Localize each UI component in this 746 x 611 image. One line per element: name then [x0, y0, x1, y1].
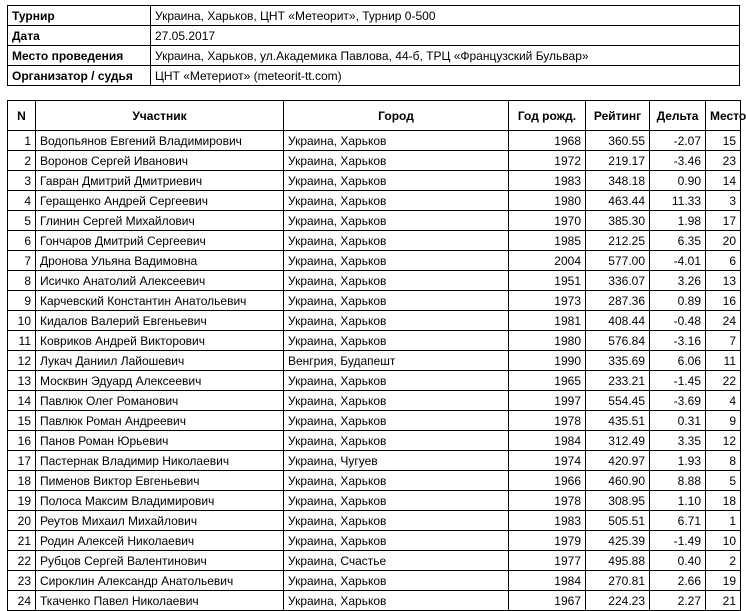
- column-header-birth-year: Год рожд.: [509, 101, 586, 131]
- cell-place: 24: [706, 311, 741, 331]
- cell-delta: 1.93: [650, 451, 706, 471]
- cell-place: 15: [706, 131, 741, 151]
- cell-place: 10: [706, 531, 741, 551]
- cell-rating: 224.23: [586, 591, 650, 611]
- cell-city: Украина, Харьков: [284, 531, 509, 551]
- table-row: [8, 431, 741, 451]
- cell-place: 9: [706, 411, 741, 431]
- cell-delta: 3.26: [650, 271, 706, 291]
- cell-rating: 287.36: [586, 291, 650, 311]
- table-row: [8, 191, 741, 211]
- cell-number: 6: [8, 231, 36, 251]
- cell-birth-year: 2004: [509, 251, 586, 271]
- cell-rating: 233.21: [586, 371, 650, 391]
- cell-birth-year: 1990: [509, 351, 586, 371]
- info-row: [8, 26, 740, 46]
- cell-place: 2: [706, 551, 741, 571]
- table-row: [8, 231, 741, 251]
- cell-city: Украина, Харьков: [284, 471, 509, 491]
- cell-participant: Гончаров Дмитрий Сергеевич: [36, 231, 284, 251]
- cell-city: Украина, Харьков: [284, 291, 509, 311]
- cell-number: 16: [8, 431, 36, 451]
- cell-place: 12: [706, 431, 741, 451]
- cell-delta: 3.35: [650, 431, 706, 451]
- cell-participant: Ткаченко Павел Николаевич: [36, 591, 284, 611]
- cell-delta: 8.88: [650, 471, 706, 491]
- cell-city: Украина, Харьков: [284, 491, 509, 511]
- cell-birth-year: 1966: [509, 471, 586, 491]
- table-row: [8, 551, 741, 571]
- cell-city: Украина, Харьков: [284, 231, 509, 251]
- cell-birth-year: 1980: [509, 191, 586, 211]
- cell-place: 8: [706, 451, 741, 471]
- cell-delta: 0.89: [650, 291, 706, 311]
- cell-participant: Пименов Виктор Евгеньевич: [36, 471, 284, 491]
- column-header-city: Город: [284, 101, 509, 131]
- cell-birth-year: 1984: [509, 571, 586, 591]
- table-row: [8, 131, 741, 151]
- cell-birth-year: 1983: [509, 171, 586, 191]
- cell-place: 6: [706, 251, 741, 271]
- cell-number: 1: [8, 131, 36, 151]
- cell-participant: Лукач Даниил Лайошевич: [36, 351, 284, 371]
- cell-place: 21: [706, 591, 741, 611]
- results-header-row: [8, 101, 741, 131]
- cell-participant: Панов Роман Юрьевич: [36, 431, 284, 451]
- cell-participant: Глинин Сергей Михайлович: [36, 211, 284, 231]
- cell-rating: 312.49: [586, 431, 650, 451]
- cell-rating: 460.90: [586, 471, 650, 491]
- cell-participant: Павлюк Роман Андреевич: [36, 411, 284, 431]
- cell-delta: 1.10: [650, 491, 706, 511]
- cell-city: Украина, Харьков: [284, 591, 509, 611]
- cell-birth-year: 1951: [509, 271, 586, 291]
- column-header-participant: Участник: [36, 101, 284, 131]
- cell-city: Украина, Харьков: [284, 411, 509, 431]
- cell-delta: 6.35: [650, 231, 706, 251]
- cell-delta: 6.71: [650, 511, 706, 531]
- cell-delta: 2.66: [650, 571, 706, 591]
- cell-number: 21: [8, 531, 36, 551]
- info-value: Украина, Харьков, ул.Академика Павлова, 44-б, ТРЦ «Французский Бульвар»: [151, 46, 740, 66]
- cell-participant: Пастернак Владимир Николаевич: [36, 451, 284, 471]
- cell-birth-year: 1981: [509, 311, 586, 331]
- info-label: Организатор / судья: [8, 66, 151, 86]
- cell-place: 7: [706, 331, 741, 351]
- table-row: [8, 171, 741, 191]
- cell-city: Украина, Харьков: [284, 271, 509, 291]
- cell-participant: Кидалов Валерий Евгеньевич: [36, 311, 284, 331]
- cell-number: 22: [8, 551, 36, 571]
- cell-rating: 336.07: [586, 271, 650, 291]
- table-row: [8, 591, 741, 611]
- cell-number: 11: [8, 331, 36, 351]
- cell-birth-year: 1978: [509, 491, 586, 511]
- cell-number: 23: [8, 571, 36, 591]
- cell-delta: 0.90: [650, 171, 706, 191]
- table-row: [8, 531, 741, 551]
- cell-delta: 1.98: [650, 211, 706, 231]
- cell-rating: 554.45: [586, 391, 650, 411]
- cell-rating: 425.39: [586, 531, 650, 551]
- results-table: [7, 100, 746, 611]
- cell-rating: 420.97: [586, 451, 650, 471]
- cell-participant: Воронов Сергей Иванович: [36, 151, 284, 171]
- cell-city: Венгрия, Будапешт: [284, 351, 509, 371]
- cell-delta: -4.01: [650, 251, 706, 271]
- cell-birth-year: 1965: [509, 371, 586, 391]
- cell-participant: Павлюк Олег Романович: [36, 391, 284, 411]
- cell-rating: 495.88: [586, 551, 650, 571]
- table-row: [8, 471, 741, 491]
- cell-birth-year: 1973: [509, 291, 586, 311]
- cell-delta: -3.16: [650, 331, 706, 351]
- cell-birth-year: 1974: [509, 451, 586, 471]
- cell-birth-year: 1985: [509, 231, 586, 251]
- cell-city: Украина, Харьков: [284, 511, 509, 531]
- cell-place: 16: [706, 291, 741, 311]
- cell-number: 4: [8, 191, 36, 211]
- column-header-delta: Дельта: [650, 101, 706, 131]
- table-row: [8, 451, 741, 471]
- cell-number: 7: [8, 251, 36, 271]
- cell-number: 12: [8, 351, 36, 371]
- cell-number: 13: [8, 371, 36, 391]
- table-row: [8, 351, 741, 371]
- cell-place: 23: [706, 151, 741, 171]
- cell-place: 20: [706, 231, 741, 251]
- cell-place: 18: [706, 491, 741, 511]
- info-value: Украина, Харьков, ЦНТ «Метеорит», Турнир 0-500: [151, 6, 740, 26]
- tournament-info-table: [7, 5, 740, 86]
- cell-place: 14: [706, 171, 741, 191]
- column-header-place: Место: [706, 101, 741, 131]
- table-row: [8, 331, 741, 351]
- column-header-number: N: [8, 101, 36, 131]
- cell-city: Украина, Харьков: [284, 391, 509, 411]
- cell-rating: 576.84: [586, 331, 650, 351]
- cell-number: 9: [8, 291, 36, 311]
- cell-participant: Сироклин Александр Анатольевич: [36, 571, 284, 591]
- table-row: [8, 271, 741, 291]
- cell-place: 4: [706, 391, 741, 411]
- cell-city: Украина, Харьков: [284, 251, 509, 271]
- cell-delta: 0.40: [650, 551, 706, 571]
- cell-birth-year: 1984: [509, 431, 586, 451]
- table-row: [8, 371, 741, 391]
- table-row: [8, 411, 741, 431]
- cell-delta: 2.27: [650, 591, 706, 611]
- cell-participant: Дронова Ульяна Вадимовна: [36, 251, 284, 271]
- cell-number: 10: [8, 311, 36, 331]
- cell-delta: -1.45: [650, 371, 706, 391]
- cell-city: Украина, Харьков: [284, 191, 509, 211]
- cell-birth-year: 1979: [509, 531, 586, 551]
- cell-city: Украина, Харьков: [284, 171, 509, 191]
- cell-place: 1: [706, 511, 741, 531]
- cell-rating: 408.44: [586, 311, 650, 331]
- cell-delta: -3.46: [650, 151, 706, 171]
- cell-participant: Реутов Михаил Михайлович: [36, 511, 284, 531]
- cell-city: Украина, Харьков: [284, 431, 509, 451]
- table-row: [8, 151, 741, 171]
- cell-participant: Гавран Дмитрий Дмитриевич: [36, 171, 284, 191]
- cell-city: Украина, Счастье: [284, 551, 509, 571]
- cell-place: 3: [706, 191, 741, 211]
- cell-birth-year: 1978: [509, 411, 586, 431]
- cell-delta: -3.69: [650, 391, 706, 411]
- cell-participant: Москвин Эдуард Алексеевич: [36, 371, 284, 391]
- cell-place: 17: [706, 211, 741, 231]
- cell-rating: 219.17: [586, 151, 650, 171]
- cell-city: Украина, Харьков: [284, 311, 509, 331]
- cell-participant: Рубцов Сергей Валентинович: [36, 551, 284, 571]
- cell-rating: 308.95: [586, 491, 650, 511]
- cell-participant: Водопьянов Евгений Владимирович: [36, 131, 284, 151]
- cell-participant: Ковриков Андрей Викторович: [36, 331, 284, 351]
- cell-rating: 335.69: [586, 351, 650, 371]
- cell-rating: 270.81: [586, 571, 650, 591]
- info-label: Дата: [8, 26, 151, 46]
- cell-birth-year: 1980: [509, 331, 586, 351]
- cell-number: 8: [8, 271, 36, 291]
- cell-city: Украина, Харьков: [284, 331, 509, 351]
- cell-delta: 11.33: [650, 191, 706, 211]
- cell-rating: 348.18: [586, 171, 650, 191]
- cell-city: Украина, Харьков: [284, 131, 509, 151]
- cell-number: 5: [8, 211, 36, 231]
- cell-place: 5: [706, 471, 741, 491]
- info-row: [8, 6, 740, 26]
- cell-participant: Исичко Анатолий Алексеевич: [36, 271, 284, 291]
- cell-rating: 577.00: [586, 251, 650, 271]
- cell-place: 22: [706, 371, 741, 391]
- cell-delta: -0.48: [650, 311, 706, 331]
- cell-delta: 6.06: [650, 351, 706, 371]
- cell-city: Украина, Харьков: [284, 151, 509, 171]
- cell-rating: 212.25: [586, 231, 650, 251]
- cell-birth-year: 1997: [509, 391, 586, 411]
- cell-birth-year: 1967: [509, 591, 586, 611]
- cell-number: 24: [8, 591, 36, 611]
- table-row: [8, 511, 741, 531]
- cell-number: 2: [8, 151, 36, 171]
- cell-number: 19: [8, 491, 36, 511]
- cell-participant: Родин Алексей Николаевич: [36, 531, 284, 551]
- cell-birth-year: 1972: [509, 151, 586, 171]
- table-row: [8, 251, 741, 271]
- cell-number: 15: [8, 411, 36, 431]
- table-row: [8, 491, 741, 511]
- cell-number: 3: [8, 171, 36, 191]
- cell-city: Украина, Харьков: [284, 371, 509, 391]
- cell-participant: Полоса Максим Владимирович: [36, 491, 284, 511]
- cell-number: 14: [8, 391, 36, 411]
- cell-rating: 463.44: [586, 191, 650, 211]
- cell-number: 20: [8, 511, 36, 531]
- cell-delta: -1.49: [650, 531, 706, 551]
- cell-place: 13: [706, 271, 741, 291]
- cell-participant: Геращенко Андрей Сергеевич: [36, 191, 284, 211]
- cell-city: Украина, Харьков: [284, 211, 509, 231]
- cell-rating: 360.55: [586, 131, 650, 151]
- table-row: [8, 291, 741, 311]
- info-value: ЦНТ «Метериот» (meteorit-tt.com): [151, 66, 740, 86]
- cell-rating: 385.30: [586, 211, 650, 231]
- info-value: 27.05.2017: [151, 26, 740, 46]
- info-row: [8, 66, 740, 86]
- cell-rating: 505.51: [586, 511, 650, 531]
- cell-delta: -2.07: [650, 131, 706, 151]
- cell-birth-year: 1970: [509, 211, 586, 231]
- cell-participant: Карчевский Константин Анатольевич: [36, 291, 284, 311]
- table-row: [8, 311, 741, 331]
- cell-birth-year: 1977: [509, 551, 586, 571]
- cell-place: 11: [706, 351, 741, 371]
- cell-birth-year: 1983: [509, 511, 586, 531]
- column-header-rating: Рейтинг: [586, 101, 650, 131]
- cell-place: 19: [706, 571, 741, 591]
- info-label: Место проведения: [8, 46, 151, 66]
- cell-city: Украина, Харьков: [284, 571, 509, 591]
- cell-delta: 0.31: [650, 411, 706, 431]
- info-row: [8, 46, 740, 66]
- table-row: [8, 391, 741, 411]
- table-row: [8, 571, 741, 591]
- cell-city: Украина, Чугуев: [284, 451, 509, 471]
- cell-number: 18: [8, 471, 36, 491]
- cell-birth-year: 1968: [509, 131, 586, 151]
- table-row: [8, 211, 741, 231]
- info-label: Турнир: [8, 6, 151, 26]
- cell-rating: 435.51: [586, 411, 650, 431]
- cell-number: 17: [8, 451, 36, 471]
